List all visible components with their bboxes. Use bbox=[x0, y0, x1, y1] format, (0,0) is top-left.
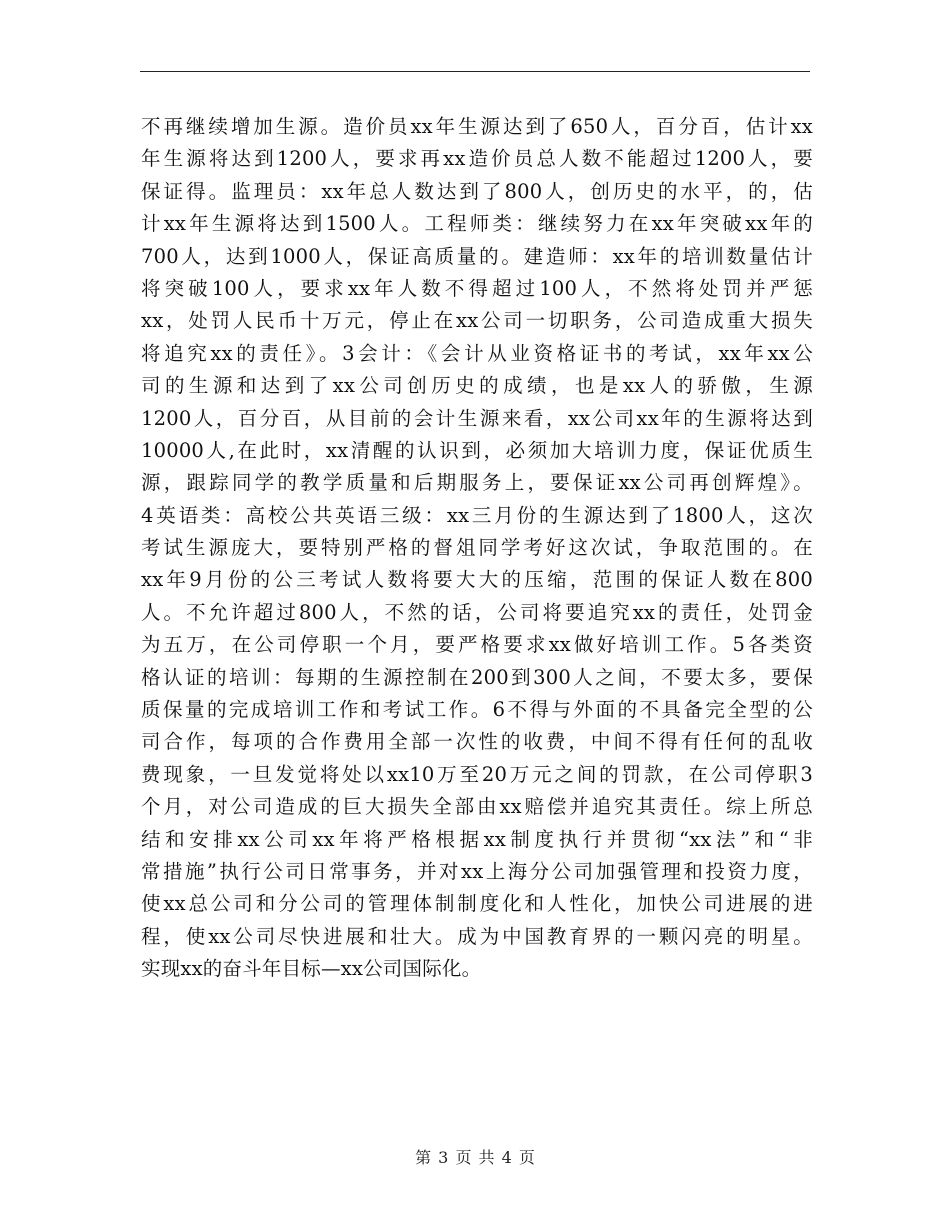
text-line: xx，处罚人民币十万元，停止在xx公司一切职务，公司造成重大损失 bbox=[141, 309, 813, 333]
text-line: 程，使xx公司尽快进展和壮大。成为中国教育界的一颗闪亮的明星。 bbox=[141, 924, 813, 948]
page-number-footer: 第 3 页 共 4 页 bbox=[415, 1148, 535, 1167]
text-line: 考试生源庞大，要特别严格的督俎同学考好这次试，争取范围的。在 bbox=[141, 536, 813, 560]
text-line: xx年9月份的公三考试人数将要大大的压缩，范围的保证人数在800 bbox=[141, 568, 813, 592]
text-line: 使xx总公司和分公司的管理体制制度化和人性化，加快公司进展的进 bbox=[141, 892, 813, 916]
text-line: 10000人,在此时，xx清醒的认识到，必须加大培训力度，保证优质生 bbox=[141, 438, 813, 462]
text-line: 将突破100人，要求xx年人数不得超过100人，不然将处罚并严惩 bbox=[141, 276, 813, 300]
text-line: 个月，对公司造成的巨大损失全部由xx赔偿并追究其责任。综上所总 bbox=[141, 795, 813, 819]
text-line: 司合作，每项的合作费用全部一次性的收费，中间不得有任何的乱收 bbox=[141, 730, 813, 754]
text-line: 结和安排xx公司xx年将严格根据xx制度执行并贯彻“xx法”和“非 bbox=[141, 827, 813, 851]
header-rule bbox=[140, 71, 810, 72]
text-line: 质保量的完成培训工作和考试工作。6不得与外面的不具备完全型的公 bbox=[141, 698, 813, 722]
text-line: 700人，达到1000人，保证高质量的。建造师：xx年的培训数量估计 bbox=[141, 244, 813, 268]
text-line: 司的生源和达到了xx公司创历史的成绩，也是xx人的骄傲，生源 bbox=[141, 374, 813, 398]
text-line: 源，跟踪同学的教学质量和后期服务上，要保证xx公司再创辉煌》。 bbox=[141, 471, 813, 495]
text-line: 年生源将达到1200人，要求再xx造价员总人数不能超过1200人，要 bbox=[141, 147, 813, 171]
document-body bbox=[141, 111, 813, 986]
text-line: 将追究xx的责任》。3会计：《会计从业资格证书的考试，xx年xx公 bbox=[141, 341, 813, 365]
text-line: 人。不允许超过800人，不然的话，公司将要追究xx的责任，处罚金 bbox=[141, 600, 813, 624]
text-line: 为五万，在公司停职一个月，要严格要求xx做好培训工作。5各类资 bbox=[141, 633, 813, 657]
text-line: 常措施”执行公司日常事务，并对xx上海分公司加强管理和投资力度， bbox=[141, 859, 813, 883]
text-line: 实现xx的奋斗年目标—xx公司国际化。 bbox=[141, 957, 482, 981]
text-line: 计xx年生源将达到1500人。工程师类：继续努力在xx年突破xx年的 bbox=[141, 212, 813, 236]
text-line: 保证得。监理员：xx年总人数达到了800人，创历史的水平，的，估 bbox=[141, 179, 813, 203]
text-line: 1200人，百分百，从目前的会计生源来看，xx公司xx年的生源将达到 bbox=[141, 406, 813, 430]
text-line: 格认证的培训：每期的生源控制在200到300人之间，不要太多，要保 bbox=[141, 665, 813, 689]
text-line: 4英语类：高校公共英语三级：xx三月份的生源达到了1800人，这次 bbox=[141, 503, 813, 527]
text-line: 费现象，一旦发觉将处以xx10万至20万元之间的罚款，在公司停职3 bbox=[141, 762, 813, 786]
text-line: 不再继续增加生源。造价员xx年生源达到了650人，百分百，估计xx bbox=[141, 115, 813, 138]
